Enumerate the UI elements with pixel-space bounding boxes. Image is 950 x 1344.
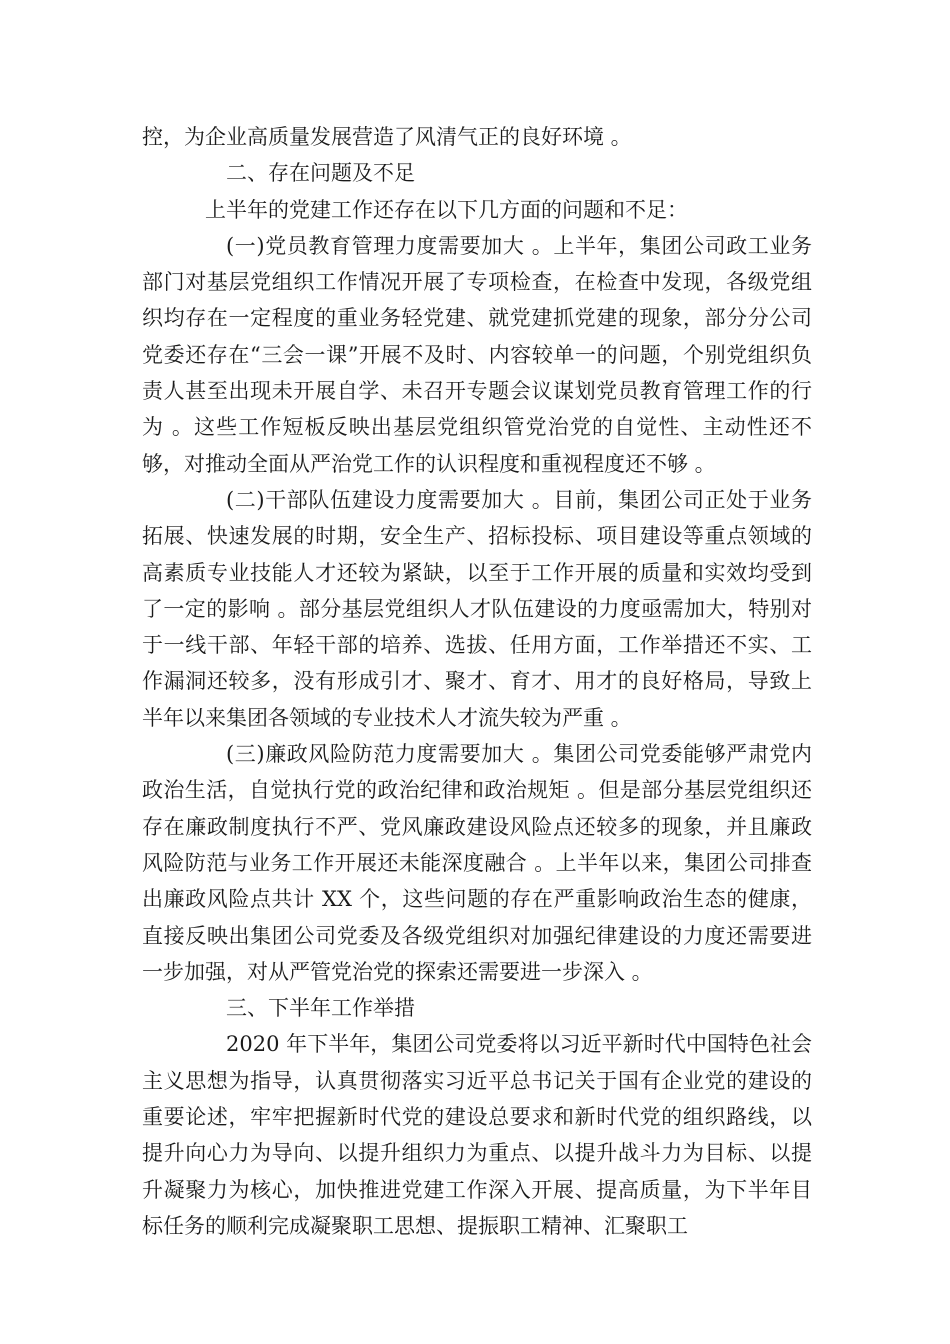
paragraph-measures-intro: 2020 年下半年，集团公司党委将以习近平新时代中国特色社会主义思想为指导，认真贯彻落实习近平总书记关于国有企业党的建设的重要论述，牢牢把握新时代党的建设总要求和新时代党的组织路线，以提升向心力为导向、以提升组织力为重点、以提升战斗力为目标、以提升凝聚力为核心，加快推进党建工作深入开展、提高质量，为下半年目标任务的顺利完成凝聚职工思想、提振职工精神、汇聚职工 (142, 1032, 812, 1238)
paragraph-problem-3: (三)廉政风险防范力度需要加大 。集团公司党委能够严肃党内政治生活，自觉执行党的政治纪律和政治规矩 。但是部分基层党组织还存在廉政制度执行不严、党风廉政建设风险点还较多的现象，并且廉政风险防范与业务工作开展还未能深度融合 。上半年以来，集团公司排查出廉政风险点共计 XX 个，这些问题的存在严重影响政治生态的健康，直接反映出集团公司党委及各级党组织对加强纪律建设的力度还需要进一步加强，对从严管党治党的探索还需要进一步深入 。 (142, 742, 812, 984)
section-heading-measures: 三、下半年工作举措 (226, 996, 415, 1021)
paragraph-problem-1: (一)党员教育管理力度需要加大 。上半年，集团公司政工业务部门对基层党组织工作情况开展了专项检查，在检查中发现，各级党组织均存在一定程度的重业务轻党建、就党建抓党建的现象，部分分公司党委还存在“三会一课”开展不及时、内容较单一的问题，个别党组织负责人甚至出现未开展自学、未召开专题会议谋划党员教育管理工作的行为 。这些工作短板反映出基层党组织管党治党的自觉性、主动性还不够，对推动全面从严治党工作的认识程度和重视程度还不够 。 (142, 233, 812, 476)
document-page (142, 119, 812, 1244)
section-heading-problems: 二、存在问题及不足 (226, 161, 415, 186)
paragraph-problems-intro: 上半年的党建工作还存在以下几方面的问题和不足： (205, 197, 688, 222)
paragraph-problem-2: (二)干部队伍建设力度需要加大 。目前，集团公司正处于业务拓展、快速发展的时期，安全生产、招标投标、项目建设等重点领域的高素质专业技能人才还较为紧缺，以至于工作开展的质量和实效均受到了一定的影响 。部分基层党组织人才队伍建设的力度亟需加大，特别对于一线干部、年轻干部的培养、选拔、任用方面，工作举措还不实、工作漏洞还较多，没有形成引才、聚才、育才、用才的良好格局，导致上半年以来集团各领域的专业技术人才流失较为严重 。 (142, 487, 812, 730)
paragraph-continuation: 控，为企业高质量发展营造了风清气正的良好环境 。 (142, 125, 632, 149)
